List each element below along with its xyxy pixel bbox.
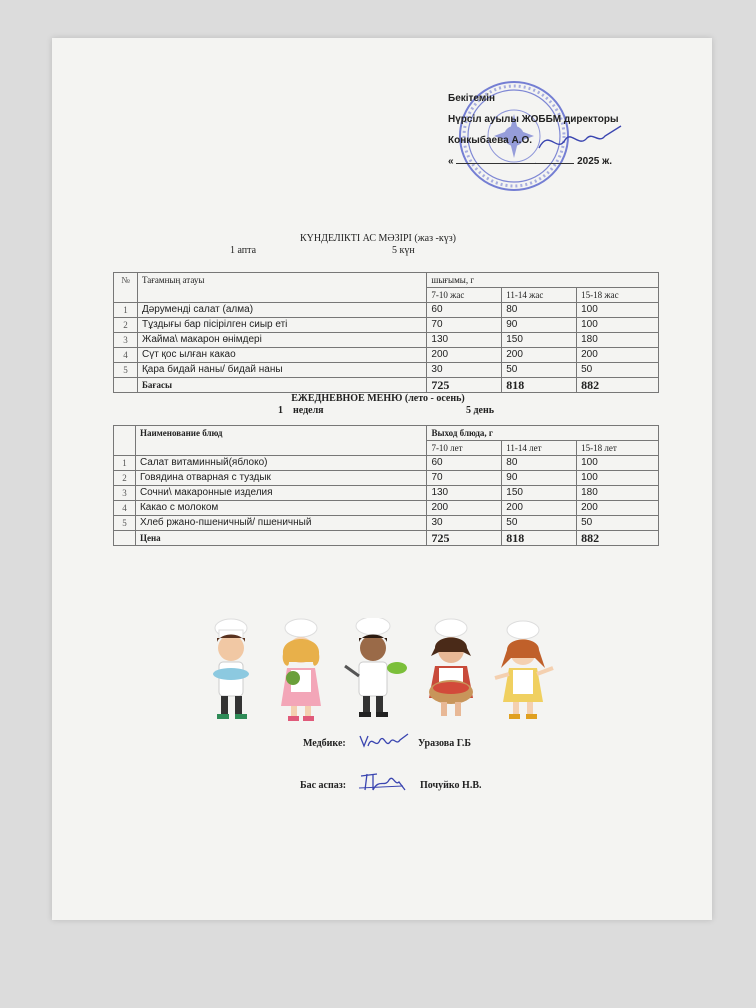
table-row xyxy=(114,501,659,516)
row-value-b: 80 xyxy=(502,303,577,318)
table-row xyxy=(114,318,659,333)
row-dish: Сочни\ макаронные изделия xyxy=(135,486,426,501)
total-value-c: 882 xyxy=(577,531,659,546)
total-label: Цена xyxy=(135,531,426,546)
ru-menu-day: 5 день xyxy=(466,405,495,416)
row-num: 1 xyxy=(114,303,138,318)
director-signature xyxy=(535,118,625,168)
row-value-c: 100 xyxy=(577,456,659,471)
table-row xyxy=(114,348,659,363)
kz-menu-title: КҮНДЕЛІКТІ АС МӘЗІРІ (жаз -күз) xyxy=(300,233,456,244)
total-value-a: 725 xyxy=(427,378,502,393)
chef-kid-2 xyxy=(281,619,321,721)
row-dish: Тұздығы бар пісірілген сиыр еті xyxy=(137,318,426,333)
row-value-c: 180 xyxy=(577,486,659,501)
header-age-7-10: 7-10 жас xyxy=(427,288,502,303)
kid-chefs-illustration xyxy=(195,618,565,730)
row-num: 3 xyxy=(114,486,136,501)
header-age-7-10: 7-10 лет xyxy=(427,441,502,456)
header-num xyxy=(114,426,136,456)
row-value-a: 30 xyxy=(427,516,502,531)
header-dish: Наименование блюд xyxy=(135,426,426,456)
chef-kid-5 xyxy=(495,621,553,719)
table-row xyxy=(114,333,659,348)
header-output: Выход блюда, г xyxy=(427,426,659,441)
row-dish: Дәруменді салат (алма) xyxy=(137,303,426,318)
row-value-c: 50 xyxy=(577,363,659,378)
row-value-a: 130 xyxy=(427,333,502,348)
row-value-a: 130 xyxy=(427,486,502,501)
table-row xyxy=(114,516,659,531)
row-value-b: 50 xyxy=(502,363,577,378)
row-value-b: 50 xyxy=(502,516,577,531)
row-value-a: 60 xyxy=(427,456,502,471)
row-value-b: 80 xyxy=(502,456,577,471)
table-header-row xyxy=(114,273,659,288)
row-value-b: 90 xyxy=(502,318,577,333)
table-header-row xyxy=(114,426,659,441)
kz-menu-table xyxy=(113,272,659,393)
total-value-c: 882 xyxy=(577,378,659,393)
row-num: 2 xyxy=(114,471,136,486)
table-row xyxy=(114,471,659,486)
header-age-15-18: 15-18 лет xyxy=(577,441,659,456)
table-total-row xyxy=(114,531,659,546)
header-dish: Тағамның атауы xyxy=(137,273,426,303)
row-num: 1 xyxy=(114,456,136,471)
row-value-c: 100 xyxy=(577,471,659,486)
row-value-c: 200 xyxy=(577,348,659,363)
row-value-b: 150 xyxy=(502,333,577,348)
approval-year: 2025 ж. xyxy=(577,156,613,167)
total-value-b: 818 xyxy=(502,378,577,393)
row-num: 2 xyxy=(114,318,138,333)
approval-position: Нүрсіл ауылы ЖОББМ директоры xyxy=(448,114,619,125)
row-value-c: 200 xyxy=(577,501,659,516)
approval-date-prefix: « xyxy=(448,156,454,167)
row-value-a: 70 xyxy=(427,471,502,486)
row-value-c: 50 xyxy=(577,516,659,531)
ru-menu-week: 1 неделя xyxy=(278,405,324,416)
ru-menu-table xyxy=(113,425,659,546)
header-age-11-14: 11-14 жас xyxy=(502,288,577,303)
row-value-a: 30 xyxy=(427,363,502,378)
table-row xyxy=(114,456,659,471)
row-dish: Говядина отварная с туздык xyxy=(135,471,426,486)
kz-menu-week: 1 апта xyxy=(230,245,257,256)
table-total-row xyxy=(114,378,659,393)
header-age-15-18: 15-18 жас xyxy=(577,288,659,303)
table-row xyxy=(114,486,659,501)
row-num: 4 xyxy=(114,501,136,516)
row-value-a: 70 xyxy=(427,318,502,333)
table-row xyxy=(114,303,659,318)
nurse-label: Медбике: xyxy=(303,738,346,749)
row-value-a: 200 xyxy=(427,348,502,363)
nurse-name: Уразова Г.Б xyxy=(418,738,472,749)
total-value-a: 725 xyxy=(427,531,502,546)
row-value-c: 180 xyxy=(577,333,659,348)
row-value-b: 150 xyxy=(502,486,577,501)
row-value-b: 200 xyxy=(502,348,577,363)
row-dish: Қара бидай наны/ бидай наны xyxy=(137,363,426,378)
row-num: 5 xyxy=(114,363,138,378)
cook-signature xyxy=(357,768,409,796)
total-label: Бағасы xyxy=(137,378,426,393)
row-value-c: 100 xyxy=(577,303,659,318)
kz-menu-day: 5 күн xyxy=(392,245,415,256)
row-dish: Сүт қос ылған какао xyxy=(137,348,426,363)
chef-kid-1 xyxy=(213,619,249,719)
row-value-a: 60 xyxy=(427,303,502,318)
header-num: № xyxy=(114,273,138,303)
total-value-b: 818 xyxy=(502,531,577,546)
row-num: 5 xyxy=(114,516,136,531)
ru-menu-title: ЕЖЕДНЕВНОЕ МЕНЮ (лето - осень) xyxy=(291,393,465,404)
approval-heading: Бекітемін xyxy=(448,93,496,104)
cook-name: Почуйко Н.В. xyxy=(420,780,482,791)
header-output: шығымы, г xyxy=(427,273,659,288)
row-value-b: 200 xyxy=(502,501,577,516)
approval-director-name: Конкыбаева А.О. xyxy=(448,135,533,146)
row-value-a: 200 xyxy=(427,501,502,516)
table-row xyxy=(114,363,659,378)
row-dish: Жайма\ макарон өнімдері xyxy=(137,333,426,348)
row-value-c: 100 xyxy=(577,318,659,333)
row-dish: Салат витаминный(яблоко) xyxy=(135,456,426,471)
header-age-11-14: 11-14 лет xyxy=(502,441,577,456)
chef-kid-4 xyxy=(429,619,473,716)
row-dish: Хлеб ржано-пшеничный/ пшеничный xyxy=(135,516,426,531)
row-value-b: 90 xyxy=(502,471,577,486)
nurse-signature xyxy=(356,730,412,754)
cook-label: Бас аспаз: xyxy=(300,780,347,791)
row-num: 3 xyxy=(114,333,138,348)
row-num: 4 xyxy=(114,348,138,363)
chef-kid-3 xyxy=(345,618,407,717)
row-dish: Какао с молоком xyxy=(135,501,426,516)
